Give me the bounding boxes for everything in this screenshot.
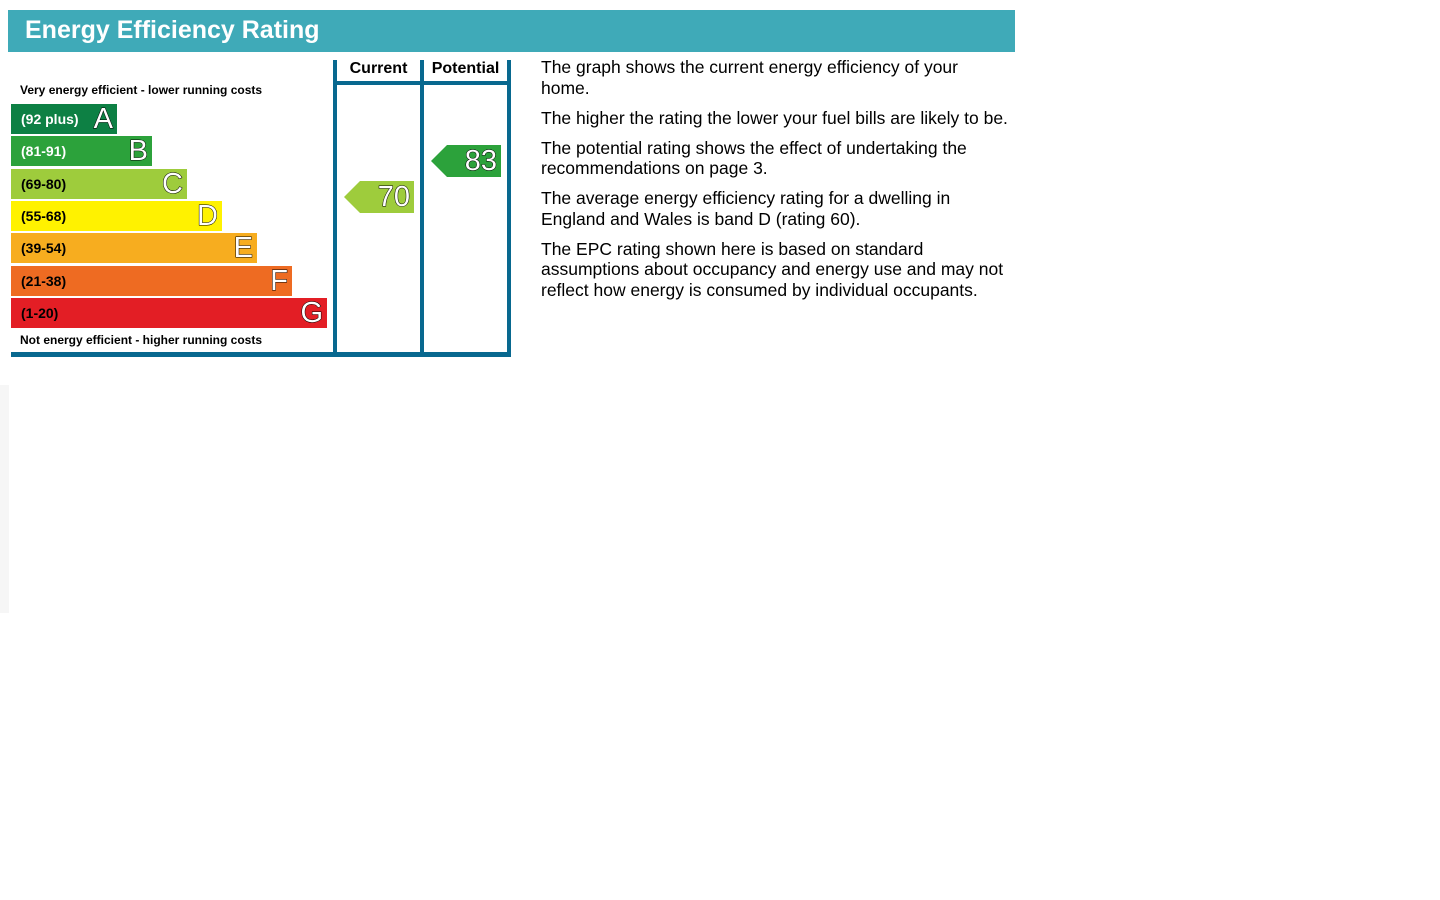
divider-left [333,60,337,354]
bottom-efficiency-label: Not energy efficient - higher running costs [20,333,263,347]
description-paragraph: The EPC rating shown here is based on standard assumptions about occupancy and energy use and may not reflect how energy is consumed by individual occupants. [541,238,1004,300]
band-letter: F [270,264,288,297]
description-paragraph: The potential rating shows the effect of undertaking the recommendations on page 3. [541,137,967,178]
band-b [11,136,152,166]
band-letter: B [128,135,148,168]
chart-title: Energy Efficiency Rating [25,16,320,44]
band-range-label: (69-80) [21,175,67,192]
current-rating-arrow [344,181,414,213]
band-range-label: (39-54) [21,240,67,257]
band-d [11,201,222,231]
band-letter: G [300,296,323,329]
band-range-label: (21-38) [21,272,67,289]
description-paragraph: The higher the rating the lower your fuel bills are likely to be. [541,107,1008,128]
band-a [11,104,117,134]
description-text [541,57,1011,310]
top-efficiency-label: Very energy efficient - lower running costs [20,83,263,97]
description-paragraph: The graph shows the current energy efficiency of your home. [541,57,958,98]
column-header-current: Current [349,60,408,77]
band-letter: C [162,167,183,200]
band-range-label: (1-20) [21,304,59,321]
left-edge-strip [0,385,9,613]
band-letter: A [93,103,113,135]
current-rating-value: 70 [377,181,410,213]
band-range-label: (81-91) [21,143,67,160]
band-g [11,298,327,328]
band-range-label: (55-68) [21,207,67,224]
band-letter: E [233,232,253,265]
band-f [11,266,292,296]
bottom-line [11,352,511,357]
description-paragraph: The average energy efficiency rating for a dwelling in England and Wales is band D (rating 60). [541,188,951,229]
band-letter: D [197,199,218,232]
band-c [11,169,187,199]
header-underline [333,81,511,85]
potential-rating-value: 83 [464,145,497,177]
potential-rating-arrow [431,145,501,177]
band-range-label: (92 plus) [21,111,79,127]
column-header-potential: Potential [431,60,500,77]
band-e [11,233,257,263]
divider-middle [420,60,424,354]
divider-right [507,60,511,357]
title-bar [8,10,1015,52]
